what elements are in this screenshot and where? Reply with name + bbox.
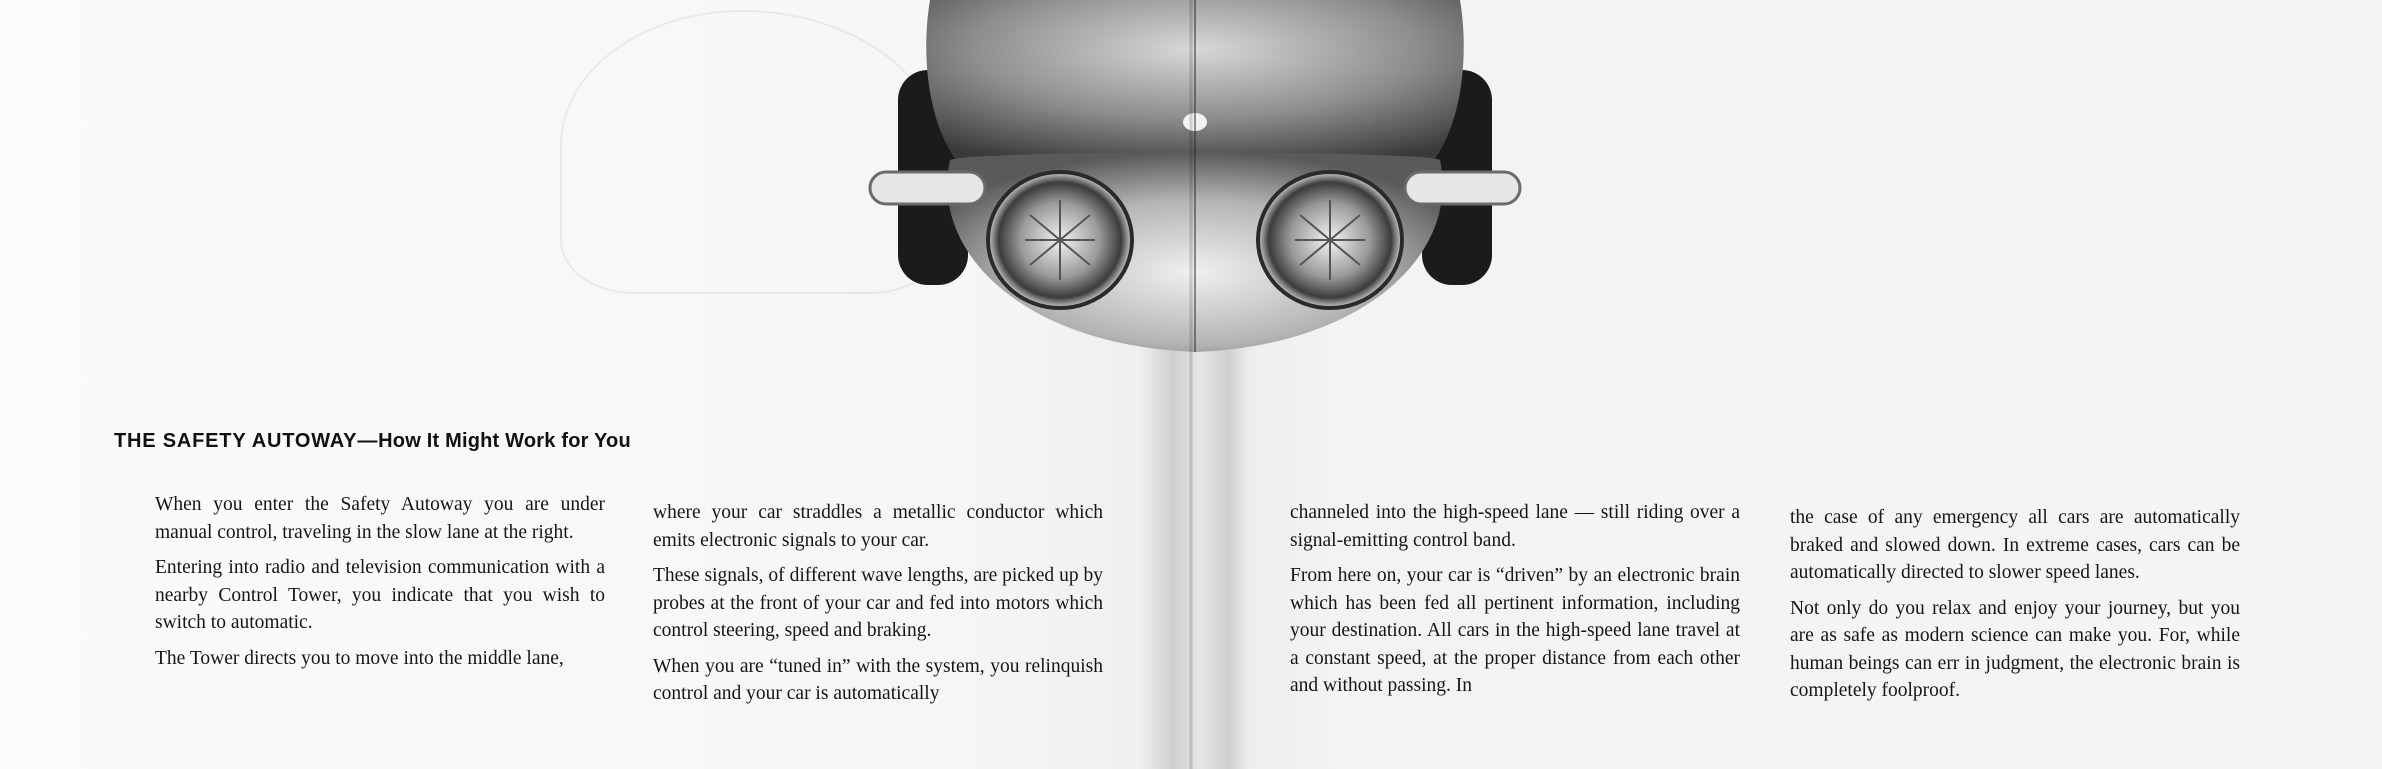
paragraph: These signals, of different wave lengths, are picked up by probes at the front of your car and fed into motors which control steering, speed and braking.	[653, 565, 1103, 641]
page-gutter	[1189, 0, 1193, 769]
paragraph: When you enter the Safety Autoway you are under manual control, traveling in the slow lane at the right.	[155, 494, 605, 543]
paragraph: channeled into the high-speed lane — still riding over a signal-emitting control band.	[1290, 502, 1740, 551]
control-band-light-beam	[1140, 345, 1250, 769]
paragraph: the case of any emergency all cars are automatically braked and slowed down. In extreme cases, cars can be automatically directed to slower speed lanes.	[1790, 507, 2240, 583]
paragraph: Entering into radio and television communication with a nearby Control Tower, you indicate that you wish to switch to automatic.	[155, 557, 605, 633]
right-headlight-bar	[1405, 172, 1520, 204]
text-column-3	[1290, 499, 1740, 708]
left-headlight-bar	[870, 172, 985, 204]
text-column-1	[155, 491, 605, 680]
paragraph: The Tower directs you to move into the middle lane,	[155, 647, 564, 669]
concept-car-illustration	[850, 0, 1540, 365]
text-column-2	[653, 499, 1103, 716]
heading-main: THE SAFETY AUTOWAY	[114, 430, 358, 452]
heading-dash: —	[357, 430, 379, 452]
section-heading	[114, 430, 874, 453]
heading-subtitle: How It Might Work for You	[378, 430, 631, 452]
paragraph: Not only do you relax and enjoy your journey, but you are as safe as modern science can make you. For, while human beings can err in judgment, the electronic brain is completely foolproof.	[1790, 597, 2240, 701]
paragraph: where your car straddles a metallic conductor which emits electronic signals to your car.	[653, 502, 1103, 551]
paragraph: From here on, your car is “driven” by an electronic brain which has been fed all pertinent information, including your destination. All cars in the high-speed lane travel at a constant speed, at the proper distance from each other and without passing. In	[1290, 565, 1740, 696]
text-column-4	[1790, 504, 2240, 713]
paragraph: When you are “tuned in” with the system, you relinquish control and your car is automatically	[653, 655, 1103, 704]
